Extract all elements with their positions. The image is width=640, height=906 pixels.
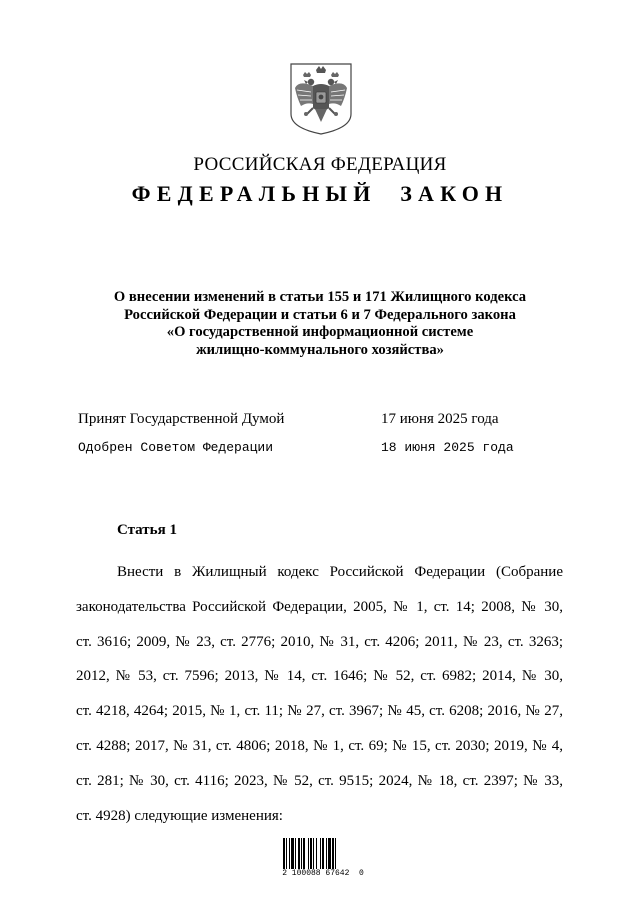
barcode-bars — [282, 838, 364, 870]
body-line: ст. 281; № 30, ст. 4116; 2023, № 52, ст. 9515; 2024, № 18, ст. 2397; № 33, — [76, 772, 563, 789]
article-body — [76, 555, 563, 833]
approval-date: 18 июня 2025 года — [381, 440, 514, 455]
law-title-line: жилищно-коммунального хозяйства» — [196, 341, 444, 358]
body-line: 2012, № 53, ст. 7596; 2013, № 14, ст. 1646; № 52, ст. 6982; 2014, № 30, — [76, 668, 563, 685]
body-line: законодательства Российской Федерации, 2005, № 1, ст. 14; 2008, № 30, — [76, 598, 563, 615]
body-line: ст. 4218, 4264; 2015, № 1, ст. 11; № 27, ст. 3967; № 45, ст. 6208; 2016, № 27, — [76, 703, 563, 720]
law-title-line: О внесении изменений в статьи 155 и 171 Жилищного кодекса — [113, 289, 527, 305]
coat-of-arms-icon — [289, 62, 353, 136]
body-line: ст. 4928) следующие изменения: — [76, 807, 283, 824]
adoption-label: Принят Государственной Думой — [78, 411, 285, 427]
law-title-line: «О государственной информационной системе — [166, 324, 474, 340]
article-heading: Статья 1 — [117, 522, 177, 538]
law-title-line: Российской Федерации и статьи 6 и 7 Федерального закона — [124, 306, 516, 323]
approval-label: Одобрен Советом Федерации — [78, 440, 274, 455]
adoption-date: 17 июня 2025 года — [381, 411, 499, 427]
barcode — [282, 838, 364, 880]
barcode-number: 2 100088 67642 0 — [282, 869, 364, 878]
body-line: ст. 4288; 2017, № 31, ст. 4806; 2018, № 1, ст. 69; № 15, ст. 2030; 2019, № 4, — [76, 737, 563, 754]
country-heading: РОССИЙСКАЯ ФЕДЕРАЦИЯ — [193, 154, 447, 175]
body-line: ст. 3616; 2009, № 23, ст. 2776; 2010, № 31, ст. 4206; 2011, № 23, ст. 3263; — [76, 633, 563, 650]
document-type-heading: ФЕДЕРАЛЬНЫЙ ЗАКОН — [131, 181, 509, 206]
law-title — [60, 289, 580, 359]
body-line: Внести в Жилищный кодекс Российской Федерации (Собрание — [117, 564, 563, 580]
